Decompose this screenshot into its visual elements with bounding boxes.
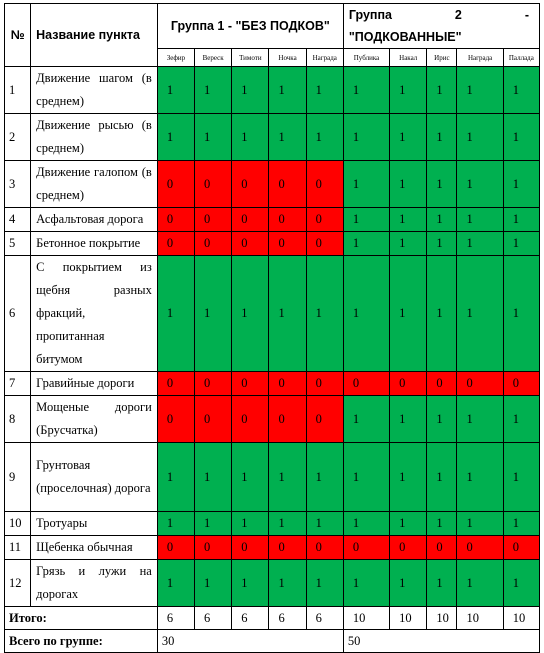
result-cell: 1 [427,114,457,161]
row-number: 12 [5,560,31,607]
result-cell: 1 [503,256,539,372]
result-cell: 1 [232,443,269,512]
result-cell: 1 [306,560,343,607]
result-cell: 1 [157,512,194,536]
result-cell: 1 [343,256,389,372]
result-cell: 0 [269,208,306,232]
row-number: 5 [5,232,31,256]
result-cell: 0 [427,372,457,396]
result-cell: 1 [427,161,457,208]
result-cell: 1 [232,560,269,607]
row-label: Бетонное покрытие [31,232,158,256]
result-cell: 0 [503,536,539,560]
result-cell: 1 [457,67,503,114]
horse-name: Паллада [503,49,539,67]
row-number: 6 [5,256,31,372]
row-label: С покрытием из щебня разных фракций, пропитанная битумом [31,256,158,372]
result-cell: 0 [195,232,232,256]
result-cell: 1 [457,161,503,208]
result-cell: 1 [195,67,232,114]
group2-title-dash: - [524,8,529,22]
result-cell: 1 [269,256,306,372]
result-cell: 1 [195,256,232,372]
result-cell: 0 [343,372,389,396]
result-cell: 0 [343,536,389,560]
result-cell: 1 [503,67,539,114]
result-cell: 1 [427,560,457,607]
result-cell: 1 [306,256,343,372]
group2-title-number: 2 [454,8,462,22]
row-label: Щебенка обычная [31,536,158,560]
table-row [5,232,540,256]
result-cell: 1 [390,67,427,114]
row-number: 2 [5,114,31,161]
horse-name: Ночка [269,49,306,67]
horse-name: Зефир [157,49,194,67]
result-cell: 1 [427,208,457,232]
result-cell: 1 [457,208,503,232]
result-cell: 1 [427,512,457,536]
horse-name: Накал [390,49,427,67]
group2-title-word: Группа [348,8,392,22]
result-cell: 1 [232,67,269,114]
result-cell: 1 [390,256,427,372]
result-cell: 1 [269,67,306,114]
table-row [5,560,540,607]
total-value: 10 [427,607,457,630]
header-name: Название пункта [31,4,158,67]
row-number: 11 [5,536,31,560]
group1-title: Группа 1 - "БЕЗ ПОДКОВ" [157,4,343,49]
result-cell: 0 [195,208,232,232]
total-value: 6 [306,607,343,630]
row-label: Движение рысью (в среднем) [31,114,158,161]
horse-name: Вереск [195,49,232,67]
result-cell: 1 [306,114,343,161]
result-cell: 0 [306,161,343,208]
result-cell: 1 [390,560,427,607]
result-cell: 1 [157,256,194,372]
result-cell: 1 [269,512,306,536]
total-value: 10 [390,607,427,630]
result-cell: 1 [306,443,343,512]
result-cell: 0 [195,396,232,443]
result-cell: 1 [195,560,232,607]
table-row [5,372,540,396]
group2-title [343,4,539,49]
results-table [4,3,540,653]
result-cell: 1 [427,256,457,372]
result-cell: 1 [269,443,306,512]
result-cell: 1 [503,161,539,208]
result-cell: 0 [232,536,269,560]
result-cell: 1 [427,443,457,512]
result-cell: 1 [343,512,389,536]
total-row [5,607,540,630]
result-cell: 1 [390,232,427,256]
result-cell: 1 [306,67,343,114]
result-cell: 0 [306,396,343,443]
result-cell: 1 [390,161,427,208]
result-cell: 1 [503,232,539,256]
result-cell: 1 [269,114,306,161]
row-number: 9 [5,443,31,512]
result-cell: 0 [390,372,427,396]
result-cell: 0 [306,232,343,256]
result-cell: 1 [427,396,457,443]
row-label: Грунтовая (проселочная) дорога [31,443,158,512]
horse-name: Награда [306,49,343,67]
row-label: Гравийные дороги [31,372,158,396]
row-label: Движение шагом (в среднем) [31,67,158,114]
result-cell: 0 [232,232,269,256]
row-number: 4 [5,208,31,232]
result-cell: 1 [457,443,503,512]
row-number: 8 [5,396,31,443]
row-label: Тротуары [31,512,158,536]
table-row [5,256,540,372]
result-cell: 1 [232,256,269,372]
row-label: Асфальтовая дорога [31,208,158,232]
result-cell: 0 [269,161,306,208]
result-cell: 1 [503,114,539,161]
result-cell: 1 [343,208,389,232]
header-row [5,4,540,49]
group-total-row [5,630,540,653]
result-cell: 0 [195,161,232,208]
result-cell: 1 [195,512,232,536]
total-value: 6 [269,607,306,630]
result-cell: 1 [503,443,539,512]
result-cell: 1 [343,443,389,512]
table-row [5,512,540,536]
result-cell: 1 [157,114,194,161]
result-cell: 1 [390,208,427,232]
row-number: 7 [5,372,31,396]
result-cell: 1 [503,396,539,443]
result-cell: 0 [269,536,306,560]
result-cell: 1 [457,114,503,161]
result-cell: 0 [306,536,343,560]
result-cell: 1 [503,512,539,536]
result-cell: 0 [157,208,194,232]
result-cell: 1 [503,208,539,232]
result-cell: 1 [157,560,194,607]
result-cell: 1 [390,512,427,536]
group-total-label: Всего по группе: [5,630,158,653]
result-cell: 1 [457,560,503,607]
result-cell: 1 [343,560,389,607]
result-cell: 0 [157,396,194,443]
result-cell: 1 [343,67,389,114]
total-value: 10 [343,607,389,630]
result-cell: 0 [390,536,427,560]
row-number: 1 [5,67,31,114]
table-row [5,208,540,232]
result-cell: 1 [427,232,457,256]
result-cell: 0 [457,536,503,560]
horse-name: Награда [457,49,503,67]
result-cell: 1 [343,396,389,443]
document-page [4,3,540,653]
result-cell: 1 [232,512,269,536]
row-number: 3 [5,161,31,208]
result-cell: 0 [195,536,232,560]
table-row [5,161,540,208]
row-label: Мощеные дороги (Брусчатка) [31,396,158,443]
group2-total: 50 [343,630,539,653]
total-value: 6 [157,607,194,630]
horse-name: Тимоти [232,49,269,67]
total-value: 6 [232,607,269,630]
result-cell: 0 [306,208,343,232]
row-number: 10 [5,512,31,536]
result-cell: 0 [427,536,457,560]
result-cell: 0 [157,536,194,560]
row-label: Движение галопом (в среднем) [31,161,158,208]
group2-title-name: "ПОДКОВАННЫЕ" [348,30,462,44]
result-cell: 0 [269,396,306,443]
result-cell: 1 [390,443,427,512]
result-cell: 1 [306,512,343,536]
result-cell: 1 [503,560,539,607]
table-row [5,67,540,114]
table-row [5,443,540,512]
result-cell: 0 [195,372,232,396]
table-row [5,396,540,443]
total-value: 10 [457,607,503,630]
result-cell: 1 [269,560,306,607]
horse-name: Публика [343,49,389,67]
result-cell: 0 [157,161,194,208]
result-cell: 1 [343,114,389,161]
result-cell: 0 [503,372,539,396]
header-no: № [5,4,31,67]
total-value: 6 [195,607,232,630]
result-cell: 0 [269,372,306,396]
table-row [5,114,540,161]
result-cell: 1 [157,67,194,114]
group1-total: 30 [157,630,343,653]
result-cell: 1 [157,443,194,512]
result-cell: 0 [232,208,269,232]
result-cell: 0 [157,372,194,396]
result-cell: 1 [343,232,389,256]
result-cell: 1 [390,114,427,161]
result-cell: 0 [232,161,269,208]
result-cell: 1 [195,443,232,512]
result-cell: 1 [457,396,503,443]
result-cell: 1 [195,114,232,161]
result-cell: 0 [457,372,503,396]
result-cell: 1 [343,161,389,208]
result-cell: 1 [457,256,503,372]
result-cell: 0 [232,396,269,443]
total-value: 10 [503,607,539,630]
result-cell: 1 [427,67,457,114]
result-cell: 0 [157,232,194,256]
row-label: Грязь и лужи на дорогах [31,560,158,607]
result-cell: 1 [390,396,427,443]
result-cell: 1 [457,512,503,536]
result-cell: 1 [232,114,269,161]
table-row [5,536,540,560]
result-cell: 0 [232,372,269,396]
result-cell: 1 [457,232,503,256]
result-cell: 0 [306,372,343,396]
total-label: Итого: [5,607,158,630]
result-cell: 0 [269,232,306,256]
horse-name: Ирис [427,49,457,67]
